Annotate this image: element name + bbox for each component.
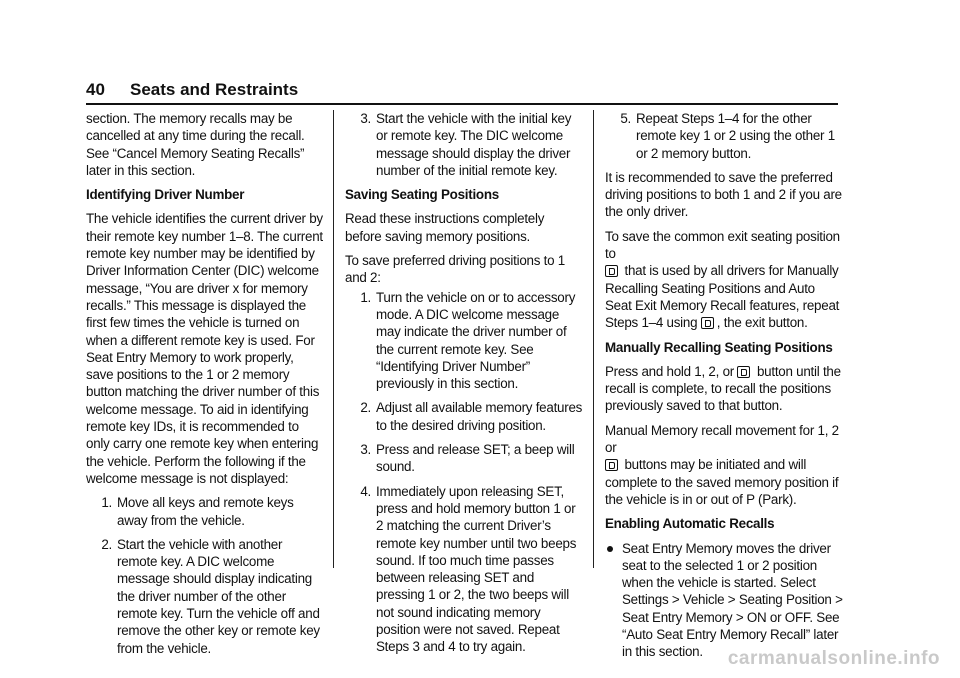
column-2 [345, 110, 583, 663]
step-text: Start the vehicle with another remote key. A DIC welcome message should display indicating the driver number of the other remote key. Turn the vehicle off and remove the other key or remote key from the vehicle. [117, 536, 320, 656]
heading-enabling-automatic-recalls: Enabling Automatic Recalls [605, 516, 775, 532]
step-text: Start the vehicle with the initial key or remote key. The DIC welcome message should display the driver number of the initial remote key. [376, 111, 572, 178]
seat-exit-memory-icon [701, 317, 714, 329]
step-text: Repeat Steps 1–4 for the other remote key 1 or 2 using the other 1 or 2 memory button. [636, 111, 835, 161]
text: To save the common exit seating position to [605, 228, 840, 262]
page-header [86, 80, 838, 104]
heading-identifying-driver-number: Identifying Driver Number [86, 187, 245, 203]
watermark: carmanualsonline.info [727, 648, 940, 669]
step-text: Turn the vehicle on or to accessory mode. A DIC welcome message may indicate the driver number of the current remote key. See “Identifying Driver Number” previously in this section. [376, 289, 576, 392]
seat-exit-memory-icon [737, 366, 750, 378]
seat-exit-memory-icon [605, 265, 618, 277]
paragraph: section. The memory recalls may be cancelled at any time during the recall. See “Cancel Memory Seating Recalls” later in this section. [86, 111, 305, 178]
column-1 [86, 110, 324, 664]
section-title: Seats and Restraints [130, 80, 299, 99]
bullet-text: Seat Entry Memory moves the driver seat to the selected 1 or 2 position when the vehicle is started. Select Settings > Vehicle > Seating Position > Seat Entry Memory > ON or OFF. See “Auto Seat Entry Memory Recall” later in this section. [622, 540, 843, 660]
list-item [86, 494, 324, 529]
step-number: 5. [620, 111, 631, 126]
heading-saving-seating-positions: Saving Seating Positions [345, 187, 499, 203]
column-divider [593, 110, 594, 568]
page-number: 40 [86, 80, 105, 99]
text: buttons may be initiated and will complete to the saved memory position if the vehicle is in or out of P (Park). [605, 457, 839, 507]
text: Manual Memory recall movement for 1, 2 or [605, 422, 839, 456]
step-number: 1. [360, 289, 371, 305]
list-item [345, 483, 583, 656]
step-number: 4. [360, 483, 371, 499]
step-text: Immediately upon releasing SET, press and hold memory button 1 or 2 matching the current Driver’s remote key number until two beeps sound. If too much time passes between releasing SET and pressing 1 or 2, the two beeps will not sound indicating memory position were not saved. Repeat Steps 3 and 4 to try again. [376, 483, 577, 655]
text: that is used by all drivers for Manually Recalling Seating Positions and Auto Seat Exit Memory Recall features, repeat Steps 1–4 using [605, 263, 840, 331]
paragraph [605, 422, 843, 508]
list-item [86, 536, 324, 657]
list-item [345, 399, 583, 434]
step-number: 3. [360, 111, 371, 126]
bullet-icon [607, 546, 613, 552]
step-text: Adjust all available memory features to the desired driving position. [376, 400, 583, 433]
step-number: 2. [101, 536, 112, 552]
list-item [605, 110, 843, 162]
step-number: 3. [360, 442, 371, 458]
step-text: Move all keys and remote keys away from the vehicle. [117, 495, 294, 528]
step-number: 2. [360, 400, 371, 416]
seat-exit-memory-icon [605, 459, 618, 471]
paragraph [605, 228, 843, 332]
text: button until the recall is complete, to recall the positions previously saved to that button. [605, 363, 841, 414]
header-rule [86, 103, 838, 105]
column-divider [333, 110, 334, 568]
paragraph: To save preferred driving positions to 1 and 2: [345, 253, 565, 286]
paragraph: It is recommended to save the preferred driving positions to both 1 and 2 if you are the only driver. [605, 169, 842, 220]
text: Press and hold 1, 2, or [605, 363, 734, 379]
paragraph: The vehicle identifies the current driver by their remote key number 1–8. The current remote key number may be identified by Driver Information Center (DIC) welcome message, “You are driver x for memory recalls.” This message is displayed the first few times the vehicle is turned on when a different remote key is used. For Seat Entry Memory to work properly, save positions to the 1 or 2 memory button matching the driver number of this welcome message. To aid in identifying remote key IDs, it is recommended to only carry one remote key when entering the vehicle. Perform the following if the welcome message is not displayed: [86, 211, 323, 486]
paragraph: Read these instructions completely before saving memory positions. [345, 211, 545, 244]
list-item [345, 289, 583, 393]
step-text: Press and release SET; a beep will sound. [376, 442, 575, 475]
list-item [345, 441, 583, 476]
step-number: 1. [101, 495, 112, 511]
column-3 [605, 110, 843, 668]
text: , the exit button. [716, 315, 808, 331]
list-item [605, 540, 843, 661]
heading-manually-recalling: Manually Recalling Seating Positions [605, 339, 833, 355]
paragraph [605, 363, 843, 415]
list-item [345, 110, 583, 179]
